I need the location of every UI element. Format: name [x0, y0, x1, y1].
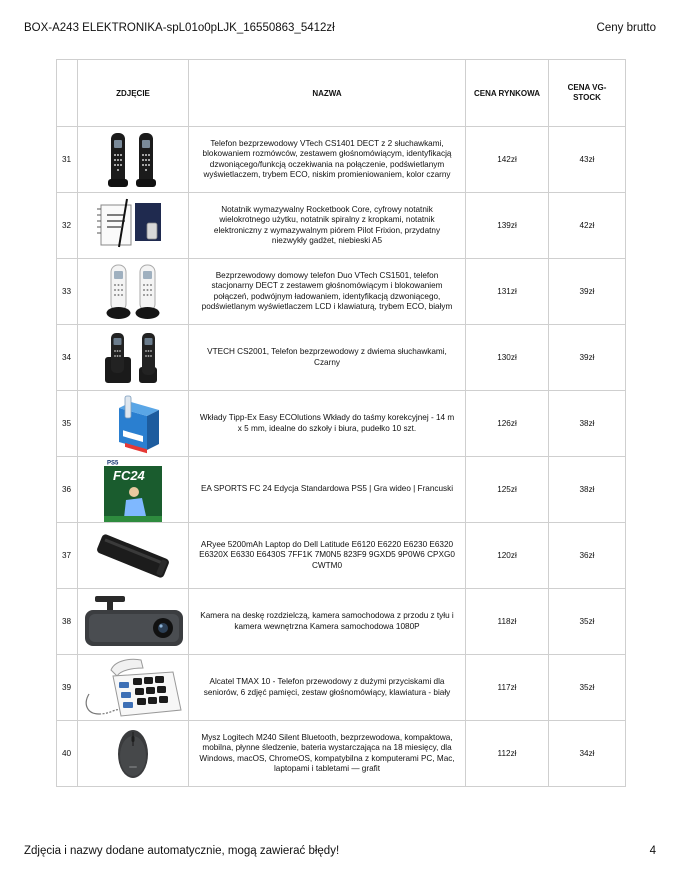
column-header-market-price: CENA RYNKOWA: [466, 60, 549, 127]
column-header-name: NAZWA: [189, 60, 466, 127]
market-price: 139zł: [466, 193, 549, 259]
column-header-lp: [57, 60, 78, 127]
cover-title-text: FC24: [113, 467, 145, 483]
product-name: Telefon bezprzewodowy VTech CS1401 DECT z 2 słuchawkami, blokowaniem rozmówców, zestawem głośnomówiącym, identyfikacją dzwoniącego/funkcją oczekiwania na połączenie, podświetlanym wyświetlaczem, trybem ECO, niskim promieniowaniem, kolor czarny: [189, 127, 466, 193]
table-row: [57, 259, 626, 325]
row-number: 39: [57, 655, 78, 721]
game-cover-icon: [104, 458, 162, 522]
product-name: Kamera na deskę rozdzielczą, kamera samochodowa z przodu z tyłu i kamera wewnętrzna Kamera samochodowa 1080P: [189, 589, 466, 655]
row-number: 33: [57, 259, 78, 325]
product-photo: [78, 523, 189, 589]
correction-tape-box-icon: [101, 394, 165, 454]
row-number: 37: [57, 523, 78, 589]
wireless-mouse-icon: [111, 726, 155, 782]
row-number: 32: [57, 193, 78, 259]
vg-price: 38zł: [549, 457, 626, 523]
market-price: 120zł: [466, 523, 549, 589]
table-row: [57, 523, 626, 589]
product-name: Alcatel TMAX 10 - Telefon przewodowy z dużymi przyciskami dla seniorów, 6 zdjęć pamięci, zestaw głośnomówiący, klawiatura - biały: [189, 655, 466, 721]
vg-price: 34zł: [549, 721, 626, 787]
table-row: [57, 193, 626, 259]
product-name: VTECH CS2001, Telefon bezprzewodowy z dwiema słuchawkami, Czarny: [189, 325, 466, 391]
product-name: ARyee 5200mAh Laptop do Dell Latitude E6120 E6220 E6230 E6320 E6320X E6330 E6430S 7FF1K 7M0N5 823F9 9GXD5 9P0W6 CPXG0 CWTM0: [189, 523, 466, 589]
product-name: Notatnik wymazywalny Rocketbook Core, cyfrowy notatnik wielokrotnego użytku, notatnik spiralny z kropkami, notatnik elektroniczny z wymazywalnym piórem Pilot Frixion, przydatny niezwykły gadżet, niebieski A5: [189, 193, 466, 259]
table-row: [57, 589, 626, 655]
vg-price: 39zł: [549, 325, 626, 391]
table-row: [57, 127, 626, 193]
row-number: 40: [57, 721, 78, 787]
column-header-photo: ZDJĘCIE: [78, 60, 189, 127]
product-photo: [78, 655, 189, 721]
vg-price: 35zł: [549, 655, 626, 721]
table-row: [57, 391, 626, 457]
vg-price: 39zł: [549, 259, 626, 325]
market-price: 118zł: [466, 589, 549, 655]
table-row: [57, 457, 626, 523]
product-photo: [78, 325, 189, 391]
white-phone-pair-icon: [101, 263, 165, 321]
vg-price-header-text: CENA VG-STOCK: [567, 83, 607, 102]
big-button-phone-icon: [81, 658, 185, 718]
market-price: 126zł: [466, 391, 549, 457]
document-title: BOX-A243 ELEKTRONIKA-spL01o0pLJK_16550863_5412zł: [24, 22, 335, 34]
row-number: 35: [57, 391, 78, 457]
product-table: [56, 59, 626, 787]
page-number: 4: [649, 845, 656, 857]
base-phone-pair-icon: [101, 329, 165, 387]
product-photo: [78, 193, 189, 259]
table-header-row: [57, 60, 626, 127]
row-number: 38: [57, 589, 78, 655]
product-photo: [78, 721, 189, 787]
cover-badge-text: PS5: [107, 460, 119, 466]
cordless-phone-pair-icon: [101, 131, 165, 189]
laptop-battery-icon: [91, 528, 175, 584]
table-row: [57, 325, 626, 391]
disclaimer-note: Zdjęcia i nazwy dodane automatycznie, mogą zawierać błędy!: [24, 845, 340, 857]
row-number: 36: [57, 457, 78, 523]
market-price: 117zł: [466, 655, 549, 721]
product-name: Bezprzewodowy domowy telefon Duo VTech CS1501, telefon stacjonarny DECT z zestawem głośnomówiącym i blokowaniem połączeń, podwójnym ładowaniem, identyfikacją dzwoniącego, podświetlanym wyświetlaczem LCD i klawiaturą, trybem ECO, białym: [189, 259, 466, 325]
product-name: EA SPORTS FC 24 Edycja Standardowa PS5 | Gra wideo | Francuski: [189, 457, 466, 523]
market-price: 130zł: [466, 325, 549, 391]
notebook-pen-icon: [97, 197, 169, 255]
vg-price: 35zł: [549, 589, 626, 655]
vg-price: 38zł: [549, 391, 626, 457]
dash-camera-icon: [81, 594, 185, 650]
table-row: [57, 655, 626, 721]
market-price: 142zł: [466, 127, 549, 193]
table-row: [57, 721, 626, 787]
vg-price: 36zł: [549, 523, 626, 589]
market-price: 112zł: [466, 721, 549, 787]
product-photo: [78, 589, 189, 655]
column-header-vg-price: [549, 60, 626, 127]
product-name: Wkłady Tipp-Ex Easy ECOlutions Wkłady do taśmy korekcyjnej - 14 m x 5 mm, idealne do szkoły i biura, pudełko 10 szt.: [189, 391, 466, 457]
row-number: 31: [57, 127, 78, 193]
product-photo: [78, 127, 189, 193]
product-photo: [78, 259, 189, 325]
price-mode-label: Ceny brutto: [596, 22, 656, 34]
product-photo: [78, 457, 189, 523]
vg-price: 42zł: [549, 193, 626, 259]
market-price: 131zł: [466, 259, 549, 325]
product-photo: [78, 391, 189, 457]
vg-price: 43zł: [549, 127, 626, 193]
product-name: Mysz Logitech M240 Silent Bluetooth, bezprzewodowa, kompaktowa, mobilna, płynne śledzenie, bateria wystarczająca na 18 miesięcy, dla Windows, macOS, ChromeOS, kompatybilna z komputerami PC, Mac, laptopami i tabletami — grafit: [189, 721, 466, 787]
row-number: 34: [57, 325, 78, 391]
market-price: 125zł: [466, 457, 549, 523]
